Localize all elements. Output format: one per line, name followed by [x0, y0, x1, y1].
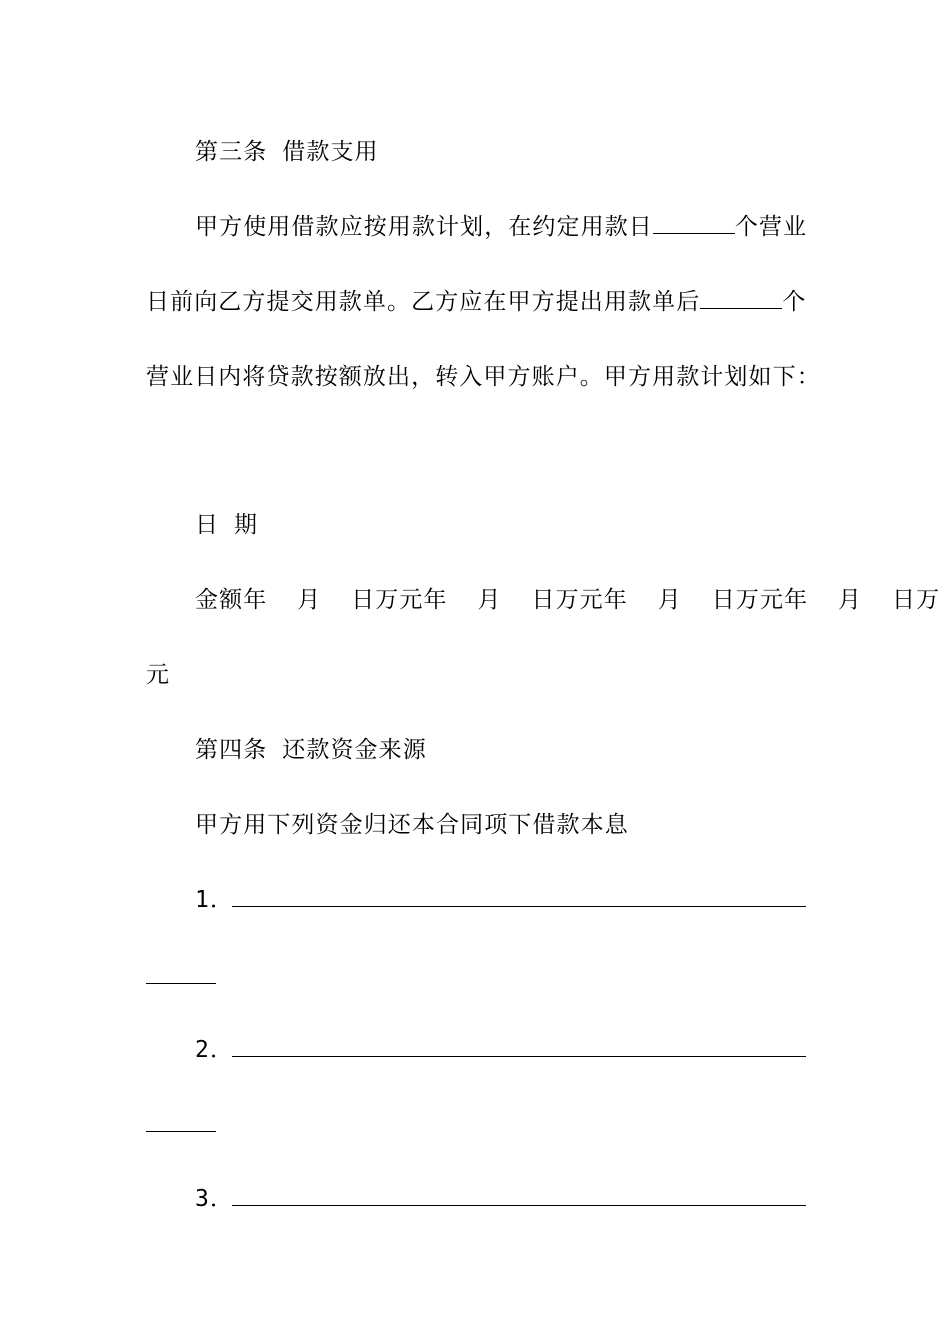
article3-para-line1-text-a: 甲方使用借款应按用款计划，在约定用款日: [195, 214, 653, 240]
article3-para-line2-text-a: 日前向乙方提交用款单。乙方应在甲方提出用款单后: [146, 289, 701, 315]
article4-intro: 甲方用下列资金归还本合同项下借款本息: [195, 812, 629, 838]
list-item-2-blank-line-cont: [146, 1131, 216, 1132]
article3-para-line3: 营业日内将贷款按额放出，转入甲方账户。甲方用款计划如下：: [146, 364, 821, 390]
list-item-number-3: 3．: [195, 1186, 235, 1212]
article3-para-line1-text-b: 个营业: [734, 214, 808, 240]
plan-amount-line: 金额年 月 日万元年 月 日万元年 月 日万元年 月 日万: [195, 587, 941, 613]
list-item-3-blank-line: [232, 1205, 806, 1206]
article3-para-line2-text-b: 个: [782, 289, 807, 315]
article4-heading: 第四条 还款资金来源: [195, 737, 427, 763]
list-item-1-blank-line-cont: [146, 983, 216, 984]
article3-para-line2: [146, 287, 810, 317]
plan-amount-line-cont: 元: [146, 662, 171, 688]
article3-heading: 第三条 借款支用: [195, 139, 379, 165]
list-item-number-2: 2．: [195, 1037, 235, 1063]
plan-date-label: 日 期: [195, 512, 259, 538]
article3-para-line1: [195, 212, 810, 242]
blank-field-days-after: [700, 288, 782, 309]
blank-field-days-before: [653, 213, 735, 234]
list-item-number-1: 1．: [195, 887, 235, 913]
list-item-1-blank-line: [232, 906, 806, 907]
list-item-2-blank-line: [232, 1056, 806, 1057]
